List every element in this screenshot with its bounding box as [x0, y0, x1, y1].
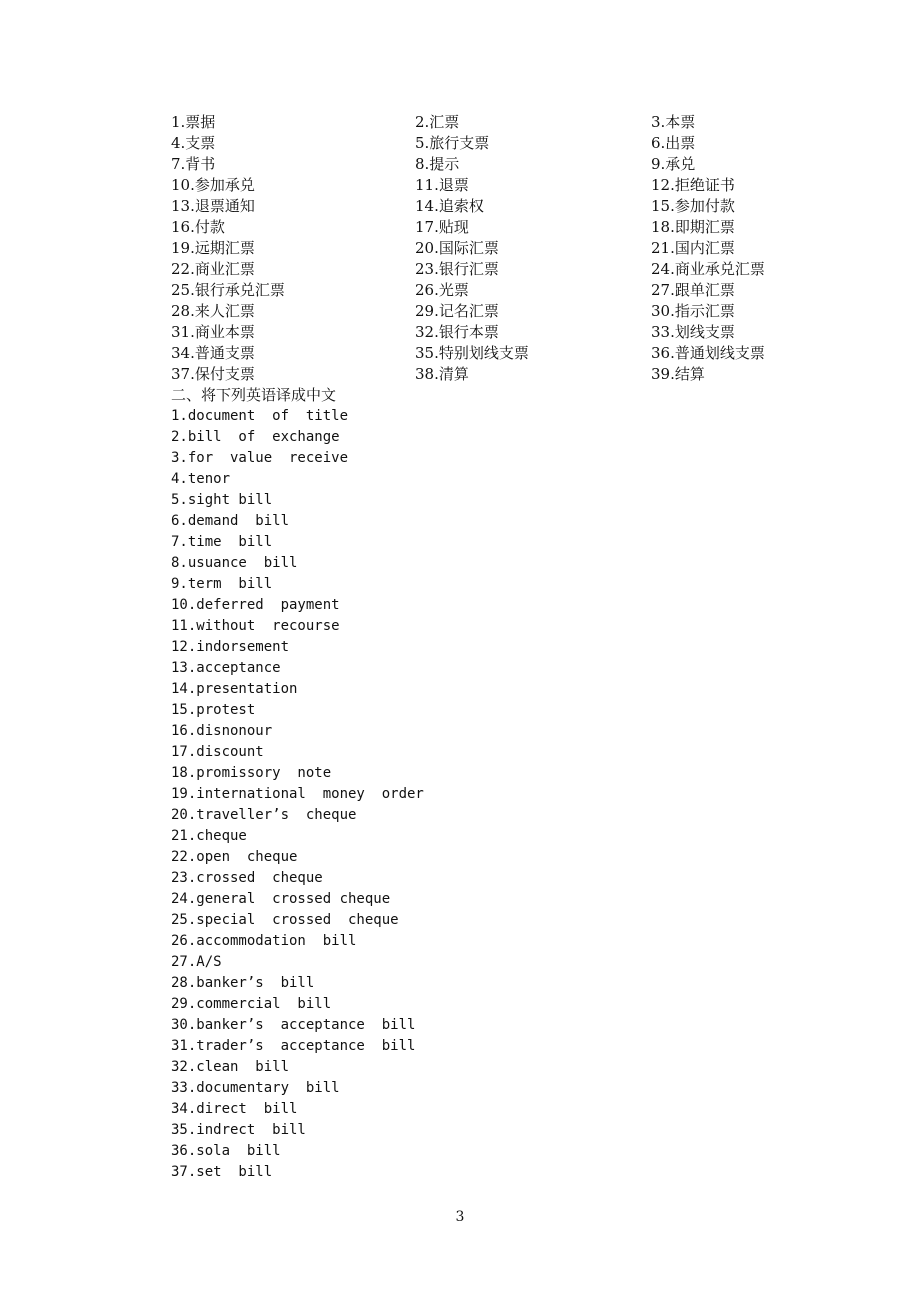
english-term-item: 12.indorsement — [171, 639, 290, 655]
term-item: 21.国内汇票 — [651, 239, 735, 257]
english-term-item: 18.promissory note — [171, 765, 332, 781]
term-item: 12.拒绝证书 — [651, 176, 735, 194]
term-item: 24.商业承兑汇票 — [651, 260, 765, 278]
english-term-item: 36.sola bill — [171, 1143, 281, 1159]
english-term-item: 29.commercial bill — [171, 996, 332, 1012]
term-item: 13.退票通知 — [171, 197, 255, 215]
term-item: 26.光票 — [415, 281, 469, 299]
term-item: 15.参加付款 — [651, 197, 735, 215]
term-item: 2.汇票 — [415, 113, 460, 131]
english-term-item: 13.acceptance — [171, 660, 281, 676]
term-item: 3.本票 — [651, 113, 696, 131]
english-term-item: 10.deferred payment — [171, 597, 340, 613]
english-term-item: 24.general crossed cheque — [171, 891, 391, 907]
term-item: 29.记名汇票 — [415, 302, 499, 320]
term-item: 23.银行汇票 — [415, 260, 499, 278]
english-term-item: 35.indrect bill — [171, 1122, 306, 1138]
english-term-item: 5.sight bill — [171, 492, 273, 508]
english-term-item: 32.clean bill — [171, 1059, 290, 1075]
english-term-item: 30.banker’s acceptance bill — [171, 1017, 416, 1033]
english-term-item: 16.disnonour — [171, 723, 273, 739]
term-item: 36.普通划线支票 — [651, 344, 765, 362]
term-item: 25.银行承兑汇票 — [171, 281, 285, 299]
english-term-item: 6.demand bill — [171, 513, 290, 529]
english-term-item: 23.crossed cheque — [171, 870, 323, 886]
english-term-item: 3.for value receive — [171, 450, 349, 466]
english-term-item: 37.set bill — [171, 1164, 273, 1180]
term-item: 22.商业汇票 — [171, 260, 255, 278]
term-item: 38.清算 — [415, 365, 469, 383]
english-term-item: 22.open cheque — [171, 849, 298, 865]
term-item: 1.票据 — [171, 113, 216, 131]
term-item: 20.国际汇票 — [415, 239, 499, 257]
page-number: 3 — [455, 1209, 465, 1225]
term-item: 27.跟单汇票 — [651, 281, 735, 299]
chinese-terms-grid — [171, 112, 851, 385]
english-term-item: 4.tenor — [171, 471, 231, 487]
english-term-item: 20.traveller’s cheque — [171, 807, 357, 823]
term-item: 6.出票 — [651, 134, 696, 152]
term-item: 8.提示 — [415, 155, 460, 173]
english-term-item: 7.time bill — [171, 534, 273, 550]
english-term-item: 28.banker’s bill — [171, 975, 315, 991]
english-term-item: 26.accommodation bill — [171, 933, 357, 949]
term-item: 39.结算 — [651, 365, 705, 383]
term-item: 32.银行本票 — [415, 323, 499, 341]
term-item: 4.支票 — [171, 134, 216, 152]
term-item: 34.普通支票 — [171, 344, 255, 362]
english-term-item: 17.discount — [171, 744, 264, 760]
english-term-item: 11.without recourse — [171, 618, 340, 634]
term-item: 35.特别划线支票 — [415, 344, 529, 362]
english-term-item: 19.international money order — [171, 786, 424, 802]
term-item: 37.保付支票 — [171, 365, 255, 383]
english-term-item: 25.special crossed cheque — [171, 912, 399, 928]
term-item: 14.追索权 — [415, 197, 484, 215]
english-term-item: 15.protest — [171, 702, 256, 718]
term-item: 33.划线支票 — [651, 323, 735, 341]
english-terms-list — [171, 406, 424, 1183]
term-item: 9.承兑 — [651, 155, 696, 173]
english-term-item: 21.cheque — [171, 828, 247, 844]
english-term-item: 14.presentation — [171, 681, 298, 697]
english-term-item: 8.usuance bill — [171, 555, 298, 571]
english-term-item: 2.bill of exchange — [171, 429, 340, 445]
term-item: 5.旅行支票 — [415, 134, 490, 152]
section-heading: 二、将下列英语译成中文 — [171, 386, 337, 404]
term-item: 30.指示汇票 — [651, 302, 735, 320]
english-term-item: 9.term bill — [171, 576, 273, 592]
english-term-item: 31.trader’s acceptance bill — [171, 1038, 416, 1054]
english-term-item: 33.documentary bill — [171, 1080, 340, 1096]
term-item: 11.退票 — [415, 176, 469, 194]
term-item: 7.背书 — [171, 155, 216, 173]
term-item: 19.远期汇票 — [171, 239, 255, 257]
term-item: 10.参加承兑 — [171, 176, 255, 194]
term-item: 28.来人汇票 — [171, 302, 255, 320]
term-item: 31.商业本票 — [171, 323, 255, 341]
term-item: 17.贴现 — [415, 218, 469, 236]
term-item: 16.付款 — [171, 218, 225, 236]
english-term-item: 34.direct bill — [171, 1101, 298, 1117]
english-term-item: 27.A/S — [171, 954, 222, 970]
term-item: 18.即期汇票 — [651, 218, 735, 236]
english-term-item: 1.document of title — [171, 408, 349, 424]
